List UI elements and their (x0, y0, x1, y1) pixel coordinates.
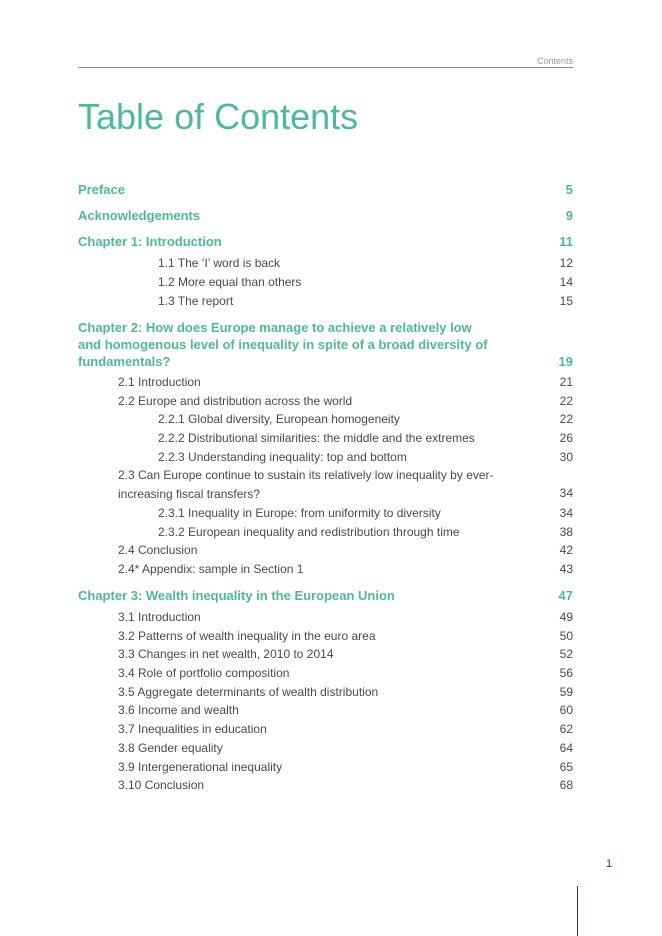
toc-entry-page: 42 (559, 543, 573, 557)
toc-entry-title: 2.4 Conclusion (118, 543, 198, 557)
toc-entry-title: 3.7 Inequalities in education (118, 722, 267, 736)
toc-entry-section[interactable] (78, 392, 573, 411)
toc-entry-title: 1.2 More equal than others (158, 275, 302, 289)
toc-entry-acknowledgements[interactable] (78, 207, 573, 224)
toc-entry-title: Acknowledgements (78, 208, 201, 223)
toc-entry-title: 2.3.1 Inequality in Europe: from uniformity to diversity (158, 506, 441, 520)
toc-entry-title: 2.3.2 European inequality and redistribution through time (158, 525, 460, 539)
toc-entry-page: 34 (559, 506, 573, 520)
toc-entry-chapter-3[interactable] (78, 587, 573, 604)
toc-entry-page: 43 (559, 562, 573, 576)
toc-entry-page: 64 (559, 741, 573, 755)
toc-entry-section[interactable] (78, 541, 573, 560)
toc-entry-section[interactable] (78, 608, 573, 627)
toc-entry-page: 34 (559, 486, 573, 500)
toc-entry-page: 11 (559, 234, 573, 249)
toc-entry-title: 3.10 Conclusion (118, 778, 205, 792)
footer-page-number: 1 (606, 858, 613, 870)
toc-entry-subsection[interactable] (78, 448, 573, 467)
toc-entry-page: 62 (559, 722, 573, 736)
toc-entry-section[interactable] (78, 645, 573, 664)
toc-entry-title: Chapter 1: Introduction (78, 234, 222, 249)
toc-entry-page: 56 (559, 666, 573, 680)
toc-entry-section[interactable] (78, 292, 573, 311)
toc-entry-page: 5 (565, 182, 573, 197)
toc-entry-title: 3.5 Aggregate determinants of wealth distribution (118, 685, 379, 699)
toc-entry-title: 3.4 Role of portfolio composition (118, 666, 290, 680)
toc-entry-title: Preface (78, 182, 125, 197)
toc-entry-title: 2.2.2 Distributional similarities: the middle and the extremes (158, 431, 475, 445)
toc-entry-title: 1.3 The report (158, 294, 234, 308)
toc-entry-title: 3.2 Patterns of wealth inequality in the euro area (118, 629, 376, 643)
toc-entry-page: 59 (559, 685, 573, 699)
toc-entry-title: Chapter 3: Wealth inequality in the European Union (78, 588, 395, 603)
toc-entry-page: 22 (559, 394, 573, 408)
toc-entry-page: 47 (558, 588, 573, 603)
toc-entry-section[interactable] (78, 466, 573, 503)
toc-entry-section[interactable] (78, 273, 573, 292)
toc-entry-page: 65 (559, 760, 573, 774)
toc-entry-title: Chapter 2: How does Europe manage to achieve a relatively low and homogenous level of inequality in spite of a broad diversity of fundamentals? (78, 320, 488, 369)
toc-entry-section[interactable] (78, 254, 573, 273)
toc-entry-title: 3.6 Income and wealth (118, 703, 239, 717)
toc-entry-page: 26 (559, 431, 573, 445)
toc-entry-page: 22 (559, 412, 573, 426)
toc-entry-chapter-1[interactable] (78, 233, 573, 250)
page-title: Table of Contents (78, 96, 359, 137)
toc-entry-section[interactable] (78, 701, 573, 720)
toc-entry-page: 68 (559, 778, 573, 792)
toc-entry-page: 49 (559, 610, 573, 624)
toc-entry-preface[interactable] (78, 181, 573, 198)
table-of-contents (78, 0, 573, 936)
running-head-text: Contents (536, 56, 573, 66)
toc-entry-title: 1.1 The ‘I’ word is back (158, 256, 281, 270)
toc-entry-title: 3.9 Intergenerational inequality (118, 760, 283, 774)
toc-entry-section[interactable] (78, 720, 573, 739)
toc-entry-page: 14 (559, 275, 573, 289)
toc-entry-subsection[interactable] (78, 429, 573, 448)
toc-entry-section[interactable] (78, 683, 573, 702)
toc-entry-subsection[interactable] (78, 410, 573, 429)
toc-entry-page: 21 (559, 375, 573, 389)
toc-entry-title: 2.2 Europe and distribution across the world (118, 394, 353, 408)
toc-entry-title: 2.4* Appendix: sample in Section 1 (118, 562, 304, 576)
toc-entry-page: 19 (558, 354, 573, 369)
toc-entry-title: 2.3 Can Europe continue to sustain its relatively low inequality by ever-increasing fiscal transfers? (118, 468, 494, 501)
toc-entry-chapter-2[interactable] (78, 319, 573, 370)
toc-entry-title: 3.1 Introduction (118, 610, 201, 624)
toc-entry-page: 60 (559, 703, 573, 717)
toc-entry-page: 52 (559, 647, 573, 661)
toc-entry-title: 2.2.1 Global diversity, European homogeneity (158, 412, 400, 426)
toc-entry-title: 2.2.3 Understanding inequality: top and bottom (158, 450, 407, 464)
toc-entry-page: 9 (565, 208, 573, 223)
toc-entry-section[interactable] (78, 627, 573, 646)
toc-entry-title: 3.3 Changes in net wealth, 2010 to 2014 (118, 647, 334, 661)
toc-entry-page: 38 (559, 525, 573, 539)
toc-entry-section[interactable] (78, 758, 573, 777)
toc-entry-section[interactable] (78, 560, 573, 579)
toc-entry-section[interactable] (78, 664, 573, 683)
toc-entry-page: 50 (559, 629, 573, 643)
toc-entry-page: 15 (559, 294, 573, 308)
toc-entry-subsection[interactable] (78, 504, 573, 523)
toc-entry-section[interactable] (78, 373, 573, 392)
toc-entry-title: 2.1 Introduction (118, 375, 201, 389)
toc-entry-title: 3.8 Gender equality (118, 741, 223, 755)
toc-entry-section[interactable] (78, 776, 573, 795)
toc-entry-page: 12 (559, 256, 573, 270)
toc-entry-subsection[interactable] (78, 523, 573, 542)
footer-divider (577, 886, 578, 936)
toc-entry-page: 30 (559, 450, 573, 464)
toc-entry-section[interactable] (78, 739, 573, 758)
